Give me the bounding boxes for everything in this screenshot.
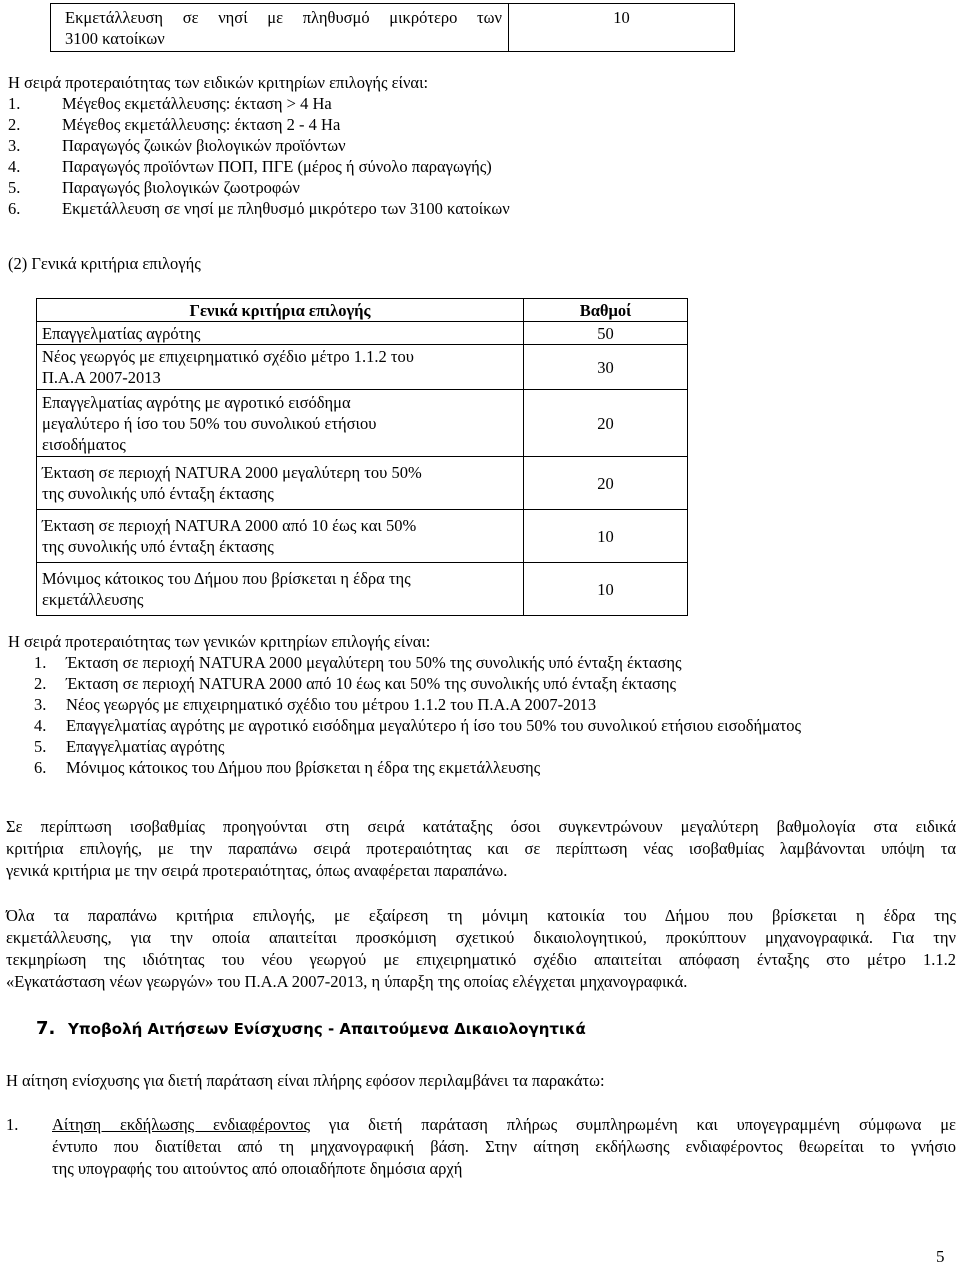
criterion-cell	[37, 345, 524, 390]
list-item-text: Παραγωγός βιολογικών ζωοτροφών	[62, 178, 300, 197]
general-priority-list	[8, 631, 956, 778]
general-criteria-heading: (2) Γενικά κριτήρια επιλογής	[8, 254, 201, 273]
table-row	[37, 457, 688, 510]
list-item-text: Έκταση σε περιοχή NATURA 2000 μεγαλύτερη του 50% της συνολικής υπό ένταξη έκτασης	[66, 653, 682, 672]
points-cell: 20	[524, 390, 688, 457]
application-form-link: Αίτηση εκδήλωσης ενδιαφέροντος	[52, 1115, 311, 1134]
list-item	[8, 177, 956, 198]
section7-intro: Η αίτηση ενίσχυσης για διετή παράταση είναι πλήρης εφόσον περιλαμβάνει τα παρακάτω:	[6, 1071, 605, 1090]
criterion-line: Έκταση σε περιοχή NATURA 2000 μεγαλύτερη του 50%	[42, 463, 422, 482]
list-item-text: Μέγεθος εκμετάλλευσης: έκταση > 4 Ha	[62, 94, 332, 113]
list-item	[34, 694, 956, 715]
paragraph-line: «Εγκατάσταση νέων γεωργών» του Π.Α.Α 2007-2013, η ύπαρξη της οποίας ελέγχεται μηχανογραφικά.	[6, 972, 688, 991]
paragraph-line: Όλα τα παραπάνω κριτήρια επιλογής, με εξαίρεση τη μόνιμη κατοικία του Δήμου που βρίσκεται η έδρα της	[6, 906, 956, 925]
list-item	[34, 736, 956, 757]
criterion-line: Εκμετάλλευση σε νησί με πληθυσμό μικρότερο των	[65, 8, 502, 27]
criterion-line: Έκταση σε περιοχή NATURA 2000 από 10 έως και 50%	[42, 516, 417, 535]
points-cell: 10	[509, 4, 735, 52]
list-item-text: Έκταση σε περιοχή NATURA 2000 από 10 έως και 50% της συνολικής υπό ένταξη έκτασης	[66, 674, 677, 693]
criterion-line: εκμετάλλευσης	[42, 590, 144, 609]
list-item-text: Μέγεθος εκμετάλλευσης: έκταση 2 - 4 Ha	[62, 115, 341, 134]
paragraph-line: τεκμηρίωση της ιδιότητας του νέου γεωργού με επιχειρηματικό σχέδιο απαιτείται απόφαση ένταξης στο μέτρο 1.1.2	[6, 950, 956, 969]
section7-item	[6, 1114, 956, 1180]
list-item-number: 2.	[8, 115, 21, 134]
list-item	[34, 757, 956, 778]
table-row	[37, 390, 688, 457]
section-title: Υποβολή Αιτήσεων Ενίσχυσης - Απαιτούμενα Δικαιολογητικά	[68, 1020, 586, 1038]
points-cell: 10	[524, 563, 688, 616]
list-item-number: 3.	[8, 136, 21, 155]
list-item	[8, 93, 956, 114]
list-item	[34, 715, 956, 736]
special-priority-intro: Η σειρά προτεραιότητας των ειδικών κριτηρίων επιλογής είναι:	[8, 73, 429, 92]
table-row	[37, 345, 688, 390]
criterion-line: της συνολικής υπό ένταξη έκτασης	[42, 484, 274, 503]
list-item-number: 4.	[34, 716, 47, 735]
list-item-text: Νέος γεωργός με επιχειρηματικό σχέδιο του μέτρου 1.1.2 του Π.Α.Α 2007-2013	[66, 695, 597, 714]
header-points: Βαθμοί	[524, 299, 688, 322]
list-item-number: 1.	[8, 94, 21, 113]
points-cell: 10	[524, 510, 688, 563]
criterion-line: Νέος γεωργός με επιχειρηματικό σχέδιο μέτρο 1.1.2 του	[42, 347, 414, 366]
general-criteria-table	[36, 298, 688, 616]
criterion-cell	[51, 4, 509, 52]
list-item	[8, 135, 956, 156]
criterion-line: Επαγγελματίας αγρότης	[42, 323, 201, 343]
list-item	[34, 652, 956, 673]
general-priority-intro: Η σειρά προτεραιότητας των γενικών κριτηρίων επιλογής είναι:	[8, 632, 431, 651]
list-item-number: 6.	[8, 199, 21, 218]
paragraph-line: εκμετάλλευσης, για την οποία απαιτείται προσκόμιση σχετικού δικαιολογητικού, προκύπτουν μηχανογραφικά. Για την	[6, 928, 956, 947]
table-row	[37, 322, 688, 345]
evidence-paragraph	[6, 905, 956, 993]
points-cell: 50	[524, 322, 688, 345]
list-item-text: Επαγγελματίας αγρότης	[66, 737, 225, 756]
list-item-text: Παραγωγός ζωικών βιολογικών προϊόντων	[62, 136, 346, 155]
list-item	[8, 156, 956, 177]
item-number: 1.	[6, 1115, 19, 1134]
list-item	[8, 198, 956, 219]
criterion-cell	[37, 510, 524, 563]
criterion-line: μεγαλύτερο ή ίσο του 50% του συνολικού ετήσιου	[42, 413, 377, 433]
header-criteria: Γενικά κριτήρια επιλογής	[37, 299, 524, 322]
list-item-number: 1.	[34, 653, 47, 672]
criterion-cell	[37, 390, 524, 457]
criterion-line: Μόνιμος κάτοικος του Δήμου που βρίσκεται η έδρα της	[42, 569, 411, 588]
tie-paragraph	[6, 816, 956, 882]
points-cell: 30	[524, 345, 688, 390]
criterion-line: Π.Α.Α 2007-2013	[42, 368, 161, 387]
section-heading	[36, 1018, 586, 1040]
criterion-cell	[37, 563, 524, 616]
special-priority-list	[8, 72, 956, 219]
section-number: 7.	[36, 1018, 56, 1039]
page-number: 5	[936, 1247, 945, 1266]
criterion-line: 3100 κατοίκων	[65, 29, 165, 48]
paragraph-line: Σε περίπτωση ισοβαθμίας προηγούνται στη σειρά κατάταξης όσοι συγκεντρώνουν μεγαλύτερη βαθμολογία στα ειδικά	[6, 817, 956, 836]
list-item-number: 4.	[8, 157, 21, 176]
criterion-cell	[37, 322, 524, 345]
table-row	[51, 4, 735, 52]
criterion-line: της συνολικής υπό ένταξη έκτασης	[42, 537, 274, 556]
list-item-number: 3.	[34, 695, 47, 714]
list-item-number: 6.	[34, 758, 47, 777]
table-row	[37, 563, 688, 616]
list-item-text: Επαγγελματίας αγρότης με αγροτικό εισόδημα μεγαλύτερο ή ίσο του 50% του συνολικού ετήσιου εισοδήματος	[66, 716, 802, 735]
list-item-number: 5.	[34, 737, 47, 756]
criterion-line: Επαγγελματίας αγρότης με αγροτικό εισόδημα	[42, 392, 351, 412]
points-cell: 20	[524, 457, 688, 510]
paragraph-line: κριτήρια επιλογής, με την παραπάνω σειρά προτεραιότητας και σε περίπτωση νέας ισοβαθμίας λαμβάνονται υπόψη τα	[6, 839, 956, 858]
item-text: της υπογραφής του αιτούντος από οποιαδήποτε δημόσια αρχή	[52, 1159, 463, 1178]
list-item	[34, 673, 956, 694]
list-item-text: Εκμετάλλευση σε νησί με πληθυσμό μικρότερο των 3100 κατοίκων	[62, 199, 510, 218]
table-row	[37, 510, 688, 563]
list-item-number: 2.	[34, 674, 47, 693]
list-item-text: Μόνιμος κάτοικος του Δήμου που βρίσκεται η έδρα της εκμετάλλευσης	[66, 758, 541, 777]
special-criteria-table-tail	[50, 3, 735, 52]
item-text: έντυπο που διατίθεται από τη μηχανογραφική βάση. Στην αίτηση εκδήλωσης ενδιαφέροντος θεωρείται το γνήσιο	[52, 1137, 956, 1156]
list-item-number: 5.	[8, 178, 21, 197]
list-item	[8, 114, 956, 135]
item-text: για διετή παράταση πλήρως συμπληρωμένη και υπογεγραμμένη σύμφωνα με	[310, 1115, 956, 1134]
criterion-line: εισοδήματος	[42, 434, 126, 454]
paragraph-line: γενικά κριτήρια με την σειρά προτεραιότητας, όπως αναφέρεται παραπάνω.	[6, 861, 508, 880]
table-header-row	[37, 299, 688, 322]
criterion-cell	[37, 457, 524, 510]
list-item-text: Παραγωγός προϊόντων ΠΟΠ, ΠΓΕ (μέρος ή σύνολο παραγωγής)	[62, 157, 492, 176]
